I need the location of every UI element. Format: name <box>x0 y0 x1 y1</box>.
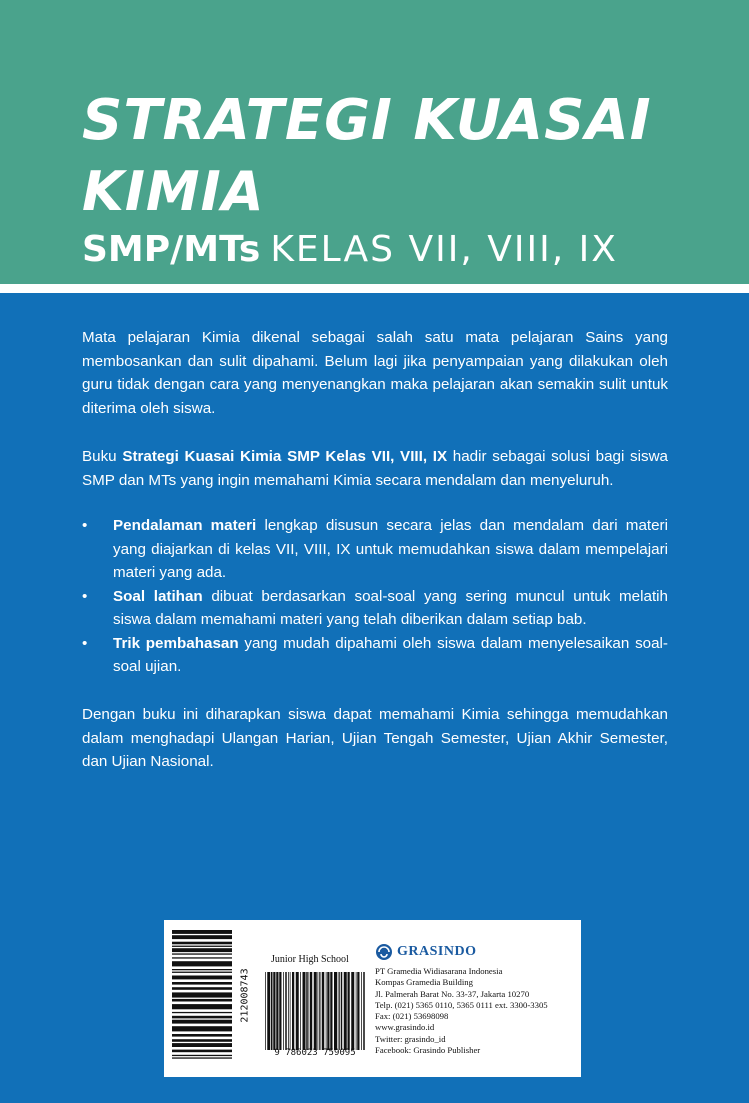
publisher-line: Telp. (021) 5365 0110, 5365 0111 ext. 3300-3305 <box>375 999 548 1010</box>
level-label: Junior High School <box>271 954 349 965</box>
paragraph-book <box>82 445 668 492</box>
title-line-2: KIMIA <box>82 160 265 223</box>
publisher-line: Twitter: grasindo_id <box>375 1033 446 1044</box>
publisher-line: Fax: (021) 53698098 <box>375 1011 449 1022</box>
paragraph-closing: Dengan buku ini diharapkan siswa dapat memahami Kimia sehingga memudahkan dalam menghadapi Ulangan Harian, Ujian Tengah Semester, Ujian Akhir Semester, dan Ujian Nasional. <box>82 706 668 770</box>
isbn-number: 9 786023 759095 <box>274 1048 356 1058</box>
feature-title: Pendalaman materi <box>113 517 257 534</box>
barcode-sticker <box>164 920 581 1077</box>
publisher-logo <box>375 942 575 962</box>
publisher-line: Facebook: Grasindo Publisher <box>375 1045 481 1056</box>
internal-code-text: 212008743 <box>239 967 251 1023</box>
feature-item <box>82 514 668 585</box>
divider-stripe <box>0 284 749 293</box>
publisher-info <box>375 942 575 1056</box>
bullet-icon: • <box>82 587 88 605</box>
publisher-address <box>375 966 575 1056</box>
feature-item <box>82 585 668 632</box>
feature-title: Soal latihan <box>113 587 203 605</box>
paragraph-book-title: Strategi Kuasai Kimia SMP Kelas VII, VIII, IX <box>122 448 448 465</box>
subtitle-level: SMP/MTs <box>82 229 261 270</box>
internal-code <box>172 930 260 1060</box>
title-line-1: STRATEGI KUASAI <box>82 88 652 153</box>
feature-list <box>82 514 668 679</box>
feature-title: Trik pembahasan <box>113 634 239 652</box>
subtitle <box>82 229 618 270</box>
isbn-barcode-icon <box>265 972 365 1050</box>
logo-text: GRASINDO <box>397 944 477 959</box>
publisher-line: www.grasindo.id <box>375 1022 435 1033</box>
paragraph-intro: Mata pelajaran Kimia dikenal sebagai salah satu mata pelajaran Sains yang membosankan dan sulit dipahami. Belum lagi jika penyampaian yang dilakukan oleh guru tidak dengan cara yang menyenangkan maka pelajaran akan semakin sulit untuk diterima oleh siswa. <box>82 329 668 417</box>
internal-barcode-icon <box>172 930 232 1060</box>
publisher-line: Jl. Palmerah Barat No. 33-37, Jakarta 10270 <box>375 988 530 999</box>
paragraph-book-suffix: hadir sebagai solusi bagi siswa SMP dan MTs yang ingin memahami Kimia secara mendalam dan menyeluruh. <box>82 448 669 489</box>
feature-text: dibuat berdasarkan soal-soal yang sering muncul untuk melatih siswa dalam memahami materi yang telah diberikan dalam setiap bab. <box>113 587 668 628</box>
feature-item <box>82 632 668 679</box>
bullet-icon: • <box>82 517 88 534</box>
publisher-line: PT Gramedia Widiasarana Indonesia <box>375 966 503 976</box>
feature-text: yang mudah dipahami oleh siswa dalam menyelesaikan soal-soal ujian. <box>113 634 668 675</box>
publisher-line: Kompas Gramedia Building <box>375 977 473 988</box>
bullet-icon: • <box>82 634 88 652</box>
subtitle-grades: KELAS VII, VIII, IX <box>270 229 618 270</box>
paragraph-book-prefix: Buku <box>82 448 123 465</box>
internal-code-text-wrap <box>235 930 255 1060</box>
grasindo-logo-icon <box>375 943 393 961</box>
feature-text: lengkap disusun secara jelas dan mendalam dari materi yang diajarkan di kelas VII, VIII, IX untuk memudahkan siswa dalam mempelajari materi yang ada. <box>113 517 668 581</box>
